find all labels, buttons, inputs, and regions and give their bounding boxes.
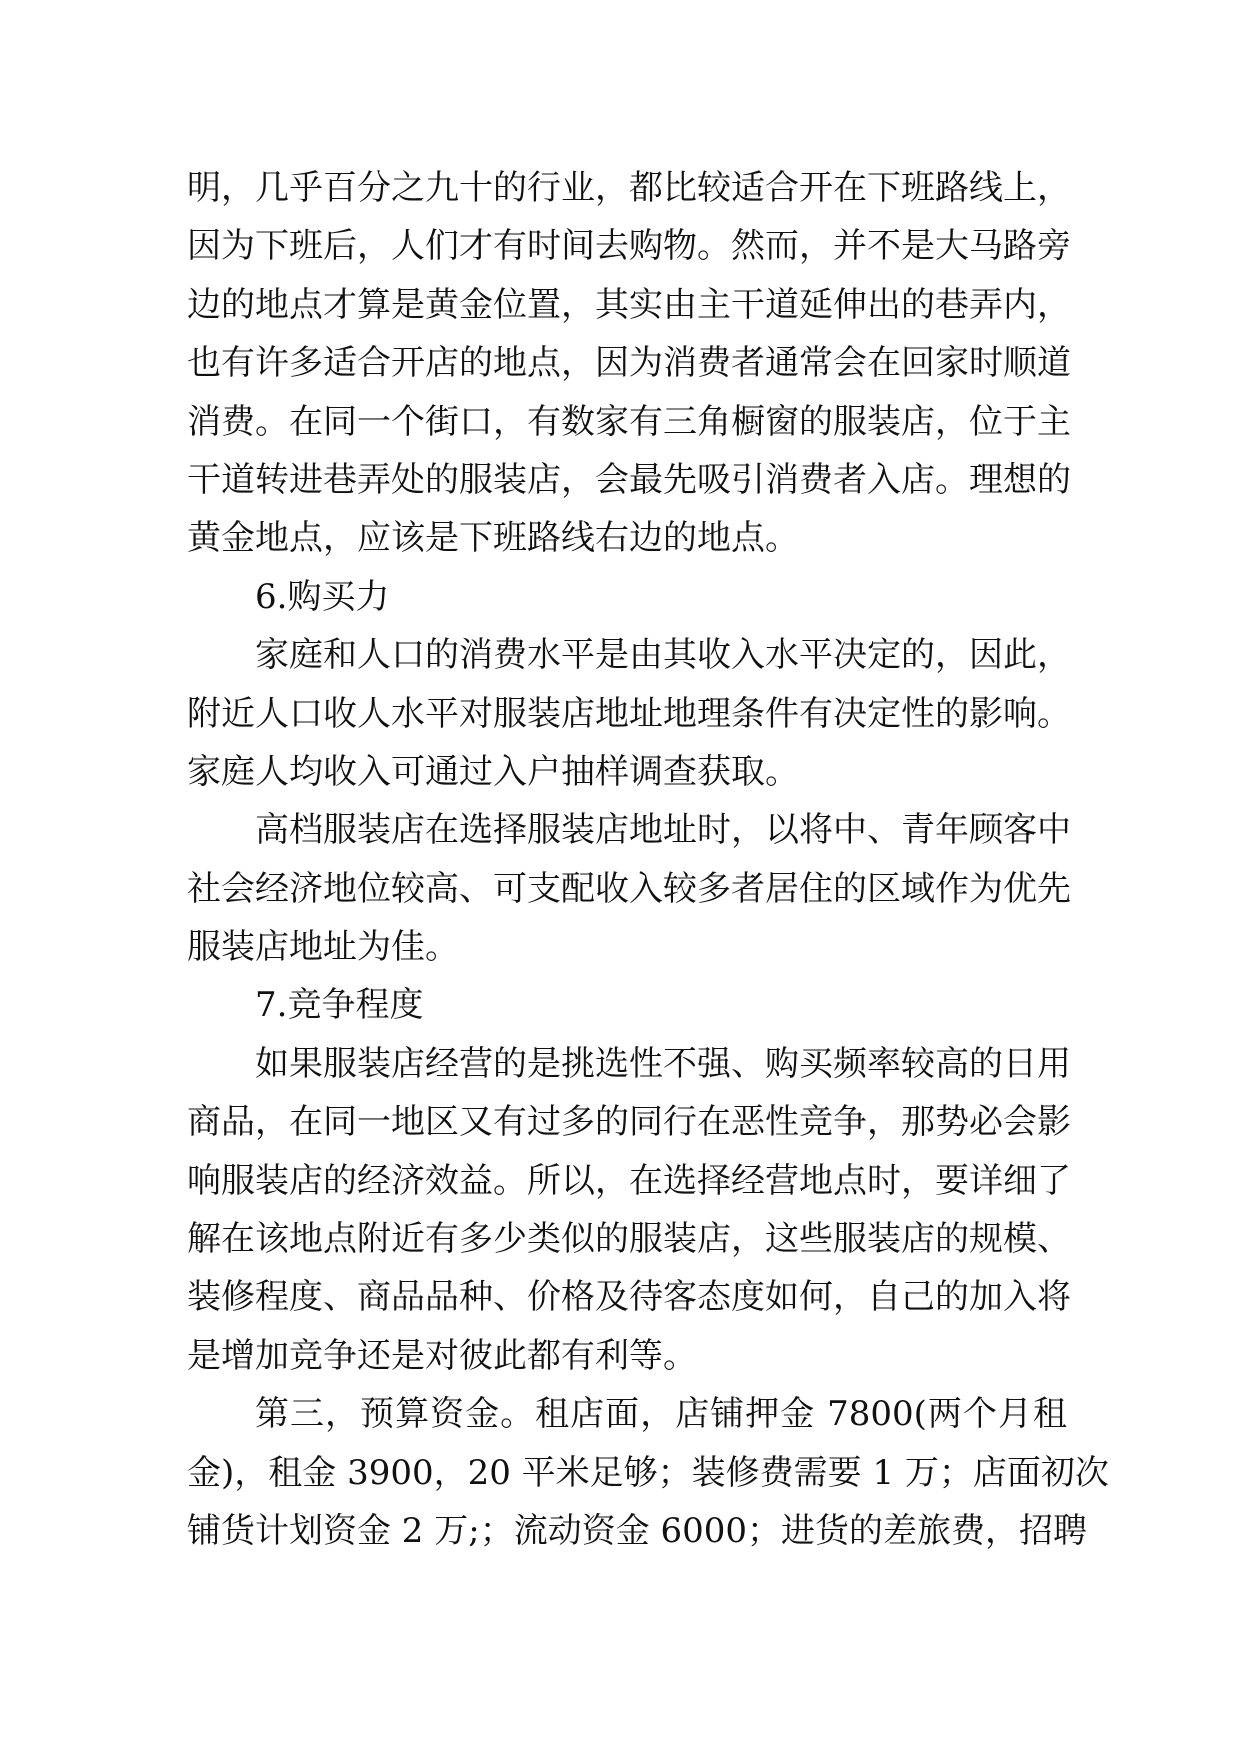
text-line: 铺货计划资金 2 万;；流动资金 6000；进货的差旅费，招聘 bbox=[187, 1510, 1088, 1551]
text-line: 如果服装店经营的是挑选性不强、购买频率较高的日用 bbox=[255, 1043, 1071, 1084]
text-line: 因为下班后，人们才有时间去购物。然而，并不是大马路旁 bbox=[187, 226, 1071, 267]
text-line: 家庭和人口的消费水平是由其收入水平决定的，因此， bbox=[255, 635, 1071, 676]
text-line: 社会经济地位较高、可支配收入较多者居住的区域作为优先 bbox=[187, 868, 1071, 909]
text-line: 响服装店的经济效益。所以，在选择经营地点时，要详细了 bbox=[187, 1160, 1071, 1201]
text-line: 装修程度、商品品种、价格及待客态度如何，自己的加入将 bbox=[187, 1277, 1071, 1318]
text-line: 7.竞争程度 bbox=[255, 985, 424, 1026]
text-line: 明，几乎百分之九十的行业，都比较适合开在下班路线上， bbox=[187, 168, 1071, 208]
text-line: 附近人口收人水平对服装店地址地理条件有决定性的影响。 bbox=[187, 693, 1071, 734]
text-line: 消费。在同一个街口，有数家有三角橱窗的服装店，位于主 bbox=[187, 401, 1071, 442]
text-line: 解在该地点附近有多少类似的服装店，这些服装店的规模、 bbox=[187, 1219, 1071, 1260]
text-line: 商品，在同一地区又有过多的同行在恶性竞争，那势必会影 bbox=[187, 1102, 1071, 1143]
text-line: 边的地点才算是黄金位置，其实由主干道延伸出的巷弄内， bbox=[187, 284, 1071, 325]
text-line: 是增加竞争还是对彼此都有利等。 bbox=[187, 1335, 697, 1376]
text-line: 第三，预算资金。租店面，店铺押金 7800(两个月租 bbox=[255, 1394, 1067, 1435]
text-line: 高档服装店在选择服装店地址时，以将中、青年顾客中 bbox=[255, 810, 1071, 851]
text-line: 家庭人均收入可通过入户抽样调查获取。 bbox=[187, 751, 799, 792]
text-line: 服装店地址为佳。 bbox=[187, 927, 459, 968]
text-line: 金)，租金 3900，20 平米足够；装修费需要 1 万；店面初次 bbox=[187, 1452, 1109, 1493]
text-line: 也有许多适合开店的地点，因为消费者通常会在回家时顺道 bbox=[187, 343, 1071, 384]
text-line: 6.购买力 bbox=[255, 576, 390, 617]
text-line: 干道转进巷弄处的服装店，会最先吸引消费者入店。理想的 bbox=[187, 459, 1071, 500]
document-body bbox=[187, 159, 1109, 1560]
text-line: 黄金地点，应该是下班路线右边的地点。 bbox=[187, 518, 799, 559]
